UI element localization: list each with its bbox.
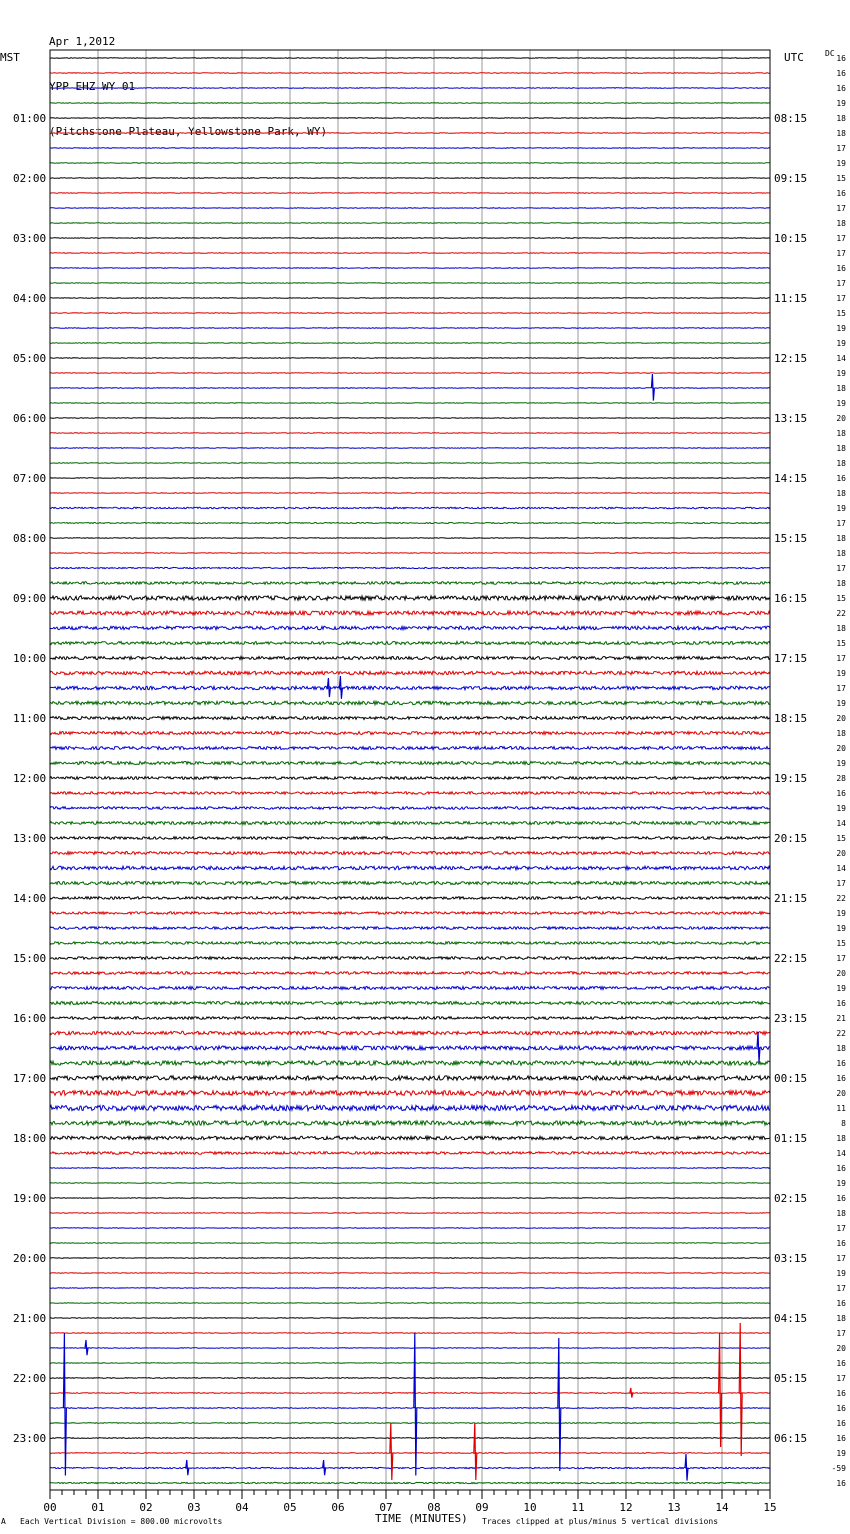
utc-hour-label: 06:15 [774, 1432, 808, 1445]
mst-hour-label: 08:00 [13, 532, 47, 545]
dc-offset-label: 19 [836, 99, 846, 108]
dc-offset-label: 16 [836, 69, 846, 78]
dc-offset-label: 18 [836, 729, 846, 738]
dc-offset-label: 17 [836, 519, 846, 528]
scale-note: Each Vertical Division = 800.00 microvolts [20, 1517, 223, 1526]
mst-hour-label: 02:00 [13, 172, 47, 185]
seismic-trace [50, 493, 770, 494]
utc-hour-label: 22:15 [774, 952, 808, 965]
seismic-trace [50, 1378, 770, 1379]
seismic-trace [50, 373, 770, 374]
seismic-trace [50, 1467, 770, 1468]
dc-offset-label: 18 [836, 1209, 846, 1218]
event-spike [474, 1423, 477, 1480]
utc-axis-label: UTC [784, 51, 804, 64]
dc-offset-label: 17 [836, 954, 846, 963]
dc-offset-label: 18 [836, 459, 846, 468]
dc-offset-label: 14 [836, 354, 846, 363]
dc-offset-label: 22 [836, 609, 846, 618]
station-code: YPP EHZ WY 01 [49, 80, 136, 93]
dc-offset-label: 17 [836, 249, 846, 258]
dc-offset-label: 18 [836, 429, 846, 438]
station-location: (Pitchstone Plateau, Yellowstone Park, WY) [49, 125, 328, 138]
seismic-trace [50, 747, 770, 750]
utc-hour-label: 12:15 [774, 352, 808, 365]
seismic-trace [50, 762, 770, 765]
seismic-trace [50, 433, 770, 434]
dc-offset-label: 16 [836, 1059, 846, 1068]
x-tick-label: 03 [187, 1501, 201, 1514]
event-group [63, 374, 760, 1481]
seismic-trace [50, 1031, 770, 1035]
dc-offset-label: 17 [836, 1224, 846, 1233]
seismic-trace [50, 343, 770, 344]
utc-hour-label: 19:15 [774, 772, 808, 785]
seismic-trace [50, 88, 770, 89]
seismic-trace [50, 538, 770, 539]
dc-offset-label: 18 [836, 444, 846, 453]
mst-hour-label: 18:00 [13, 1132, 47, 1145]
dc-offset-label: 19 [836, 984, 846, 993]
dc-offset-label: 19 [836, 399, 846, 408]
seismic-trace [50, 208, 770, 209]
dc-offset-label: 14 [836, 1149, 846, 1158]
dc-offset-label: 17 [836, 684, 846, 693]
event-spike [339, 676, 342, 699]
dc-offset-label: 17 [836, 654, 846, 663]
utc-hour-label: 00:15 [774, 1072, 808, 1085]
dc-offset-label: 19 [836, 1179, 846, 1188]
dc-offset-label: 17 [836, 1254, 846, 1263]
seismic-trace [50, 163, 770, 164]
seismic-trace [50, 283, 770, 284]
seismic-trace [50, 1273, 770, 1274]
seismic-trace [50, 1288, 770, 1289]
dc-offset-label: 19 [836, 159, 846, 168]
seismic-trace [50, 148, 770, 149]
seismic-trace [50, 642, 770, 645]
event-spike [685, 1454, 688, 1481]
dc-offset-label: 14 [836, 864, 846, 873]
dc-offset-label: 17 [836, 1329, 846, 1338]
seismic-trace [50, 957, 770, 960]
dc-offset-label: 16 [836, 1389, 846, 1398]
utc-hour-label: 03:15 [774, 1252, 808, 1265]
x-tick-label: 15 [763, 1501, 777, 1514]
seismic-trace [50, 611, 770, 615]
utc-hour-label: 08:15 [774, 112, 808, 125]
seismic-trace [50, 777, 770, 780]
seismic-trace [50, 837, 770, 840]
seismic-trace [50, 328, 770, 329]
dc-offset-label: 19 [836, 669, 846, 678]
seismic-trace [50, 553, 770, 554]
utc-hour-label: 10:15 [774, 232, 808, 245]
dc-offset-label: 17 [836, 204, 846, 213]
x-tick-label: 04 [235, 1501, 249, 1514]
x-tick-label: 12 [619, 1501, 633, 1514]
seismic-trace [50, 1183, 770, 1184]
seismic-trace [50, 103, 770, 104]
seismic-trace [50, 701, 770, 705]
seismic-trace [50, 1453, 770, 1454]
seismic-trace [50, 313, 770, 314]
seismic-trace [50, 1121, 770, 1125]
seismic-trace [50, 671, 770, 675]
mst-hour-label: 17:00 [13, 1072, 47, 1085]
x-tick-label: 05 [283, 1501, 297, 1514]
dc-offset-label: 16 [836, 1434, 846, 1443]
seismic-trace [50, 882, 770, 885]
seismic-trace [50, 1213, 770, 1214]
dc-offset-label: 15 [836, 594, 846, 603]
mst-hour-label: 21:00 [13, 1312, 47, 1325]
x-tick-label: 02 [139, 1501, 153, 1514]
dc-offset-label: 16 [836, 84, 846, 93]
dc-offset-label: 19 [836, 1449, 846, 1458]
seismic-trace [50, 792, 770, 795]
seismic-trace [50, 1061, 770, 1065]
seismic-trace [50, 388, 770, 389]
dc-offset-label: 17 [836, 1374, 846, 1383]
dc-offset-label: 15 [836, 939, 846, 948]
seismic-trace [50, 567, 770, 568]
seismic-trace [50, 732, 770, 735]
seismic-trace [50, 193, 770, 194]
utc-hour-label: 18:15 [774, 712, 808, 725]
mst-hour-label: 07:00 [13, 472, 47, 485]
dc-offset-label: 17 [836, 279, 846, 288]
seismic-trace [50, 1363, 770, 1364]
dc-offset-label: 20 [836, 849, 846, 858]
seismic-trace [50, 1152, 770, 1155]
dc-offset-label: 16 [836, 1359, 846, 1368]
x-axis-title: TIME (MINUTES) [375, 1512, 468, 1525]
dc-offset-label: 11 [836, 1104, 846, 1113]
seismic-trace [50, 463, 770, 464]
seismic-trace [50, 1105, 770, 1110]
event-spike [558, 1338, 561, 1471]
dc-offset-label: 22 [836, 894, 846, 903]
dc-offset-label: 18 [836, 114, 846, 123]
mst-hour-label: 23:00 [13, 1432, 47, 1445]
seismic-trace [50, 912, 770, 915]
mst-hour-label: 20:00 [13, 1252, 47, 1265]
seismic-trace [50, 448, 770, 449]
dc-offset-label: 17 [836, 294, 846, 303]
x-tick-label: 07 [379, 1501, 393, 1514]
seismic-trace [50, 897, 770, 900]
utc-hour-label: 04:15 [774, 1312, 808, 1325]
mst-axis-label: MST [0, 51, 20, 64]
mst-hour-label: 19:00 [13, 1192, 47, 1205]
dc-offset-label: 18 [836, 534, 846, 543]
dc-offset-label: 16 [836, 189, 846, 198]
seismic-trace [50, 133, 770, 134]
utc-hour-label: 15:15 [774, 532, 808, 545]
seismic-trace [50, 1168, 770, 1169]
dc-offset-label: 16 [836, 1404, 846, 1413]
dc-offset-label: 19 [836, 759, 846, 768]
event-spike [719, 1333, 722, 1447]
dc-offset-label: 19 [836, 699, 846, 708]
dc-offset-label: 19 [836, 804, 846, 813]
dc-offset-label: 15 [836, 174, 846, 183]
mst-hour-label: 06:00 [13, 412, 47, 425]
x-axis [43, 1490, 776, 1514]
mst-hour-label: 10:00 [13, 652, 47, 665]
minute-grid [98, 50, 722, 1490]
dc-offset-label: 17 [836, 564, 846, 573]
mst-hour-label: 14:00 [13, 892, 47, 905]
seismic-trace [50, 1243, 770, 1244]
seismic-trace [50, 1136, 770, 1140]
seismic-trace [50, 822, 770, 825]
event-spike [414, 1333, 417, 1476]
seismic-trace [50, 118, 770, 119]
mst-hour-labels [13, 112, 46, 1445]
mst-hour-label: 12:00 [13, 772, 47, 785]
dc-offset-label: 18 [836, 219, 846, 228]
dc-offset-label: 15 [836, 639, 846, 648]
utc-hour-labels [774, 112, 807, 1445]
dc-offset-label: 16 [836, 999, 846, 1008]
seismic-trace [50, 268, 770, 269]
dc-offset-label: 18 [836, 1134, 846, 1143]
dc-offset-label: 16 [836, 789, 846, 798]
dc-offset-label: 15 [836, 309, 846, 318]
utc-hour-label: 01:15 [774, 1132, 808, 1145]
x-tick-label: 11 [571, 1501, 585, 1514]
utc-hour-label: 23:15 [774, 1012, 808, 1025]
seismic-trace [50, 866, 770, 870]
dc-offset-label: 19 [836, 339, 846, 348]
dc-offset-label: 20 [836, 969, 846, 978]
seismic-trace [50, 253, 770, 254]
seismic-trace [50, 852, 770, 855]
event-spike [390, 1423, 393, 1480]
seismic-trace [50, 58, 770, 59]
utc-hour-label: 16:15 [774, 592, 808, 605]
seismic-trace [50, 1333, 770, 1334]
seismic-trace [50, 1348, 770, 1349]
mst-hour-label: 13:00 [13, 832, 47, 845]
dc-offset-label: 19 [836, 909, 846, 918]
dc-offset-label: 16 [836, 1239, 846, 1248]
dc-offset-label: 16 [836, 1299, 846, 1308]
dc-offset-label: 18 [836, 129, 846, 138]
seismic-trace [50, 1438, 770, 1439]
dc-offset-label: 16 [836, 1074, 846, 1083]
clip-note: Traces clipped at plus/minus 5 vertical divisions [482, 1517, 719, 1526]
dc-offset-label: 18 [836, 549, 846, 558]
dc-offset-label: 17 [836, 1284, 846, 1293]
dc-offset-label: 19 [836, 504, 846, 513]
seismic-trace [50, 582, 770, 585]
seismic-trace [50, 1258, 770, 1259]
dc-offset-label: 16 [836, 1194, 846, 1203]
dc-offset-label: 16 [836, 264, 846, 273]
dc-offset-label: 18 [836, 489, 846, 498]
dc-offset-label: 16 [836, 54, 846, 63]
utc-hour-label: 02:15 [774, 1192, 808, 1205]
utc-hour-label: 09:15 [774, 172, 808, 185]
seismic-trace [50, 942, 770, 945]
event-spike [739, 1323, 742, 1456]
utc-hour-label: 05:15 [774, 1372, 808, 1385]
seismic-trace [50, 178, 770, 179]
seismic-trace [50, 507, 770, 509]
x-tick-label: 14 [715, 1501, 729, 1514]
dc-offset-label: 16 [836, 1164, 846, 1173]
seismic-trace [50, 626, 770, 630]
dc-offset-label: 19 [836, 369, 846, 378]
dc-offset-label: 18 [836, 384, 846, 393]
mst-hour-label: 11:00 [13, 712, 47, 725]
dc-offset-label: 17 [836, 234, 846, 243]
seismic-trace [50, 1408, 770, 1409]
corner-mark: A [1, 1517, 6, 1526]
dc-offset-label: 14 [836, 819, 846, 828]
seismic-trace [50, 478, 770, 479]
dc-offset-label: -59 [831, 1464, 846, 1473]
x-tick-label: 06 [331, 1501, 345, 1514]
trace-group [50, 58, 770, 1484]
x-tick-label: 01 [91, 1501, 105, 1514]
x-tick-label: 09 [475, 1501, 489, 1514]
dc-offset-label: 18 [836, 579, 846, 588]
seismic-trace [50, 1076, 770, 1080]
dc-offset-label: 16 [836, 1419, 846, 1428]
seismic-trace [50, 972, 770, 975]
dc-offset-label: 15 [836, 834, 846, 843]
seismic-trace [50, 1002, 770, 1005]
mst-hour-label: 22:00 [13, 1372, 47, 1385]
seismic-trace [50, 418, 770, 419]
mst-hour-label: 01:00 [13, 112, 47, 125]
seismic-trace [50, 1198, 770, 1199]
dc-offset-labels [832, 54, 847, 1488]
mst-hour-label: 09:00 [13, 592, 47, 605]
dc-offset-label: 16 [836, 474, 846, 483]
dc-offset-label: 20 [836, 744, 846, 753]
seismic-trace [50, 73, 770, 74]
dc-offset-label: 18 [836, 1044, 846, 1053]
utc-hour-label: 17:15 [774, 652, 808, 665]
dc-offset-label: 28 [836, 774, 846, 783]
dc-offset-label: 19 [836, 924, 846, 933]
dc-offset-label: 20 [836, 714, 846, 723]
plot-date: Apr 1,2012 [49, 35, 116, 48]
dc-offset-label: 20 [836, 414, 846, 423]
event-spike [651, 374, 654, 401]
seismic-trace [50, 987, 770, 990]
utc-hour-label: 21:15 [774, 892, 808, 905]
dc-offset-label: 22 [836, 1029, 846, 1038]
x-tick-label: 08 [427, 1501, 441, 1514]
seismic-trace [50, 927, 770, 930]
dc-offset-label: 21 [836, 1014, 846, 1023]
x-tick-label: 13 [667, 1501, 681, 1514]
seismic-trace [50, 403, 770, 404]
seismic-trace [50, 1228, 770, 1229]
seismic-trace [50, 523, 770, 524]
dc-offset-label: 20 [836, 1089, 846, 1098]
seismic-trace [50, 238, 770, 239]
seismic-trace [50, 717, 770, 720]
seismic-trace [50, 1393, 770, 1394]
x-tick-label: 00 [43, 1501, 57, 1514]
dc-offset-label: 8 [841, 1119, 846, 1128]
seismic-trace [50, 807, 770, 810]
seismic-trace [50, 657, 770, 660]
seismic-trace [50, 1017, 770, 1020]
dc-offset-label: 19 [836, 1269, 846, 1278]
dc-offset-label: 20 [836, 1344, 846, 1353]
seismic-trace [50, 1091, 770, 1096]
event-spike [63, 1333, 66, 1476]
dc-header-label: DC [825, 49, 835, 58]
dc-offset-label: 19 [836, 324, 846, 333]
utc-hour-label: 13:15 [774, 412, 808, 425]
seismic-trace [50, 1423, 770, 1424]
seismic-trace [50, 1303, 770, 1304]
dc-offset-label: 17 [836, 879, 846, 888]
mst-hour-label: 16:00 [13, 1012, 47, 1025]
mst-hour-label: 04:00 [13, 292, 47, 305]
seismic-trace [50, 596, 770, 600]
mst-hour-label: 03:00 [13, 232, 47, 245]
seismic-trace [50, 358, 770, 359]
dc-offset-label: 16 [836, 1479, 846, 1488]
dc-offset-label: 18 [836, 1314, 846, 1323]
seismic-trace [50, 298, 770, 299]
plot-frame [50, 50, 770, 1490]
utc-hour-label: 11:15 [774, 292, 808, 305]
utc-hour-label: 14:15 [774, 472, 808, 485]
seismic-trace [50, 686, 770, 690]
dc-offset-label: 18 [836, 624, 846, 633]
seismic-trace [50, 223, 770, 224]
mst-hour-label: 05:00 [13, 352, 47, 365]
x-tick-label: 10 [523, 1501, 537, 1514]
seismic-trace [50, 1046, 770, 1050]
mst-hour-label: 15:00 [13, 952, 47, 965]
seismic-trace [50, 1482, 770, 1483]
seismic-trace [50, 1318, 770, 1319]
dc-offset-label: 17 [836, 144, 846, 153]
utc-hour-label: 20:15 [774, 832, 808, 845]
